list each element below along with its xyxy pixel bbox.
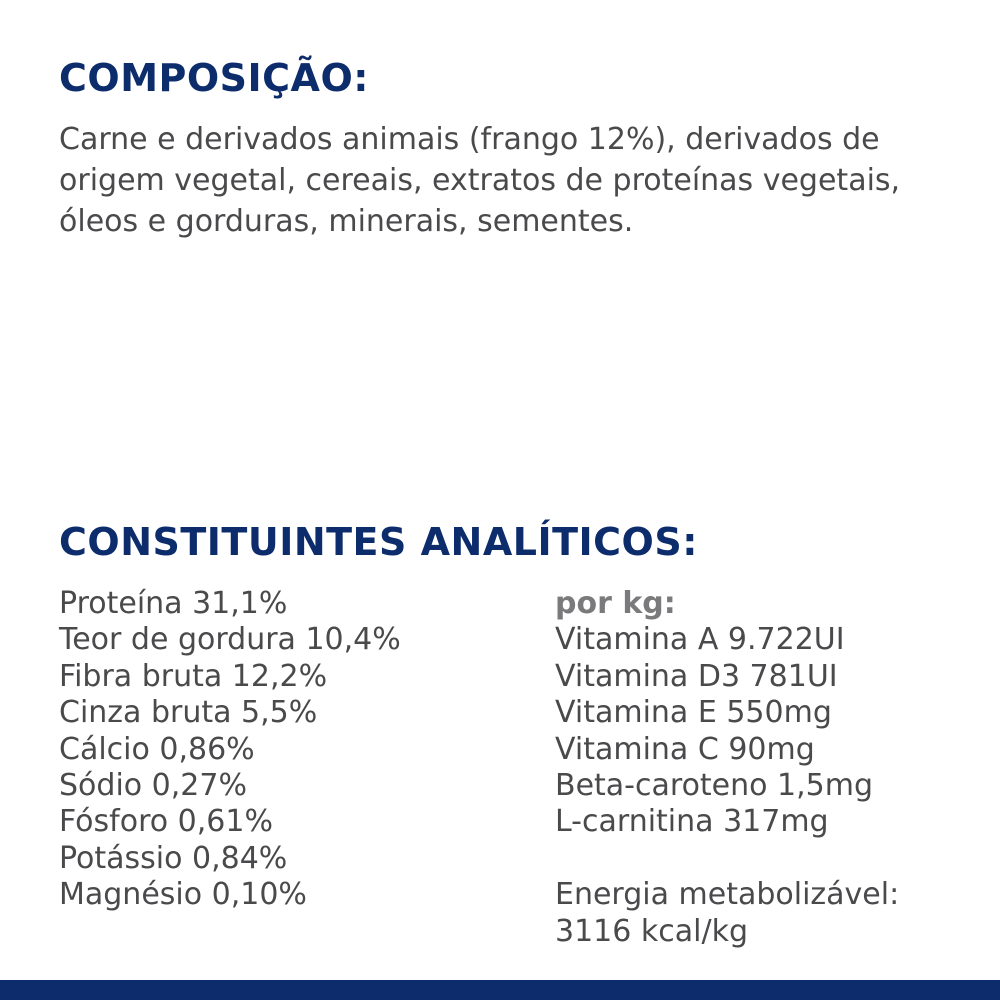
constituent-item: Cálcio 0,86% <box>59 731 255 767</box>
additives-per-kg-list <box>555 586 899 950</box>
constituent-item: Teor de gordura 10,4% <box>59 622 401 658</box>
composition-text: Carne e derivados animais (frango 12%), derivados de origem vegetal, cereais, extratos de proteínas vegetais, óleos e gorduras, minerais, sementes. <box>59 122 901 239</box>
additive-item: Vitamina D3 781UI <box>555 658 838 694</box>
additive-item: Beta-caroteno 1,5mg <box>555 768 874 804</box>
composition-heading: COMPOSIÇÃO: <box>59 56 369 100</box>
constituent-item: Magnésio 0,10% <box>59 877 307 913</box>
additive-item: Vitamina C 90mg <box>555 731 815 767</box>
constituent-item: Potássio 0,84% <box>59 840 288 876</box>
constituent-item: Fibra bruta 12,2% <box>59 658 328 694</box>
additive-item: L-carnitina 317mg <box>555 804 829 840</box>
list-spacer <box>555 841 899 877</box>
additive-item: Vitamina E 550mg <box>555 695 832 731</box>
per-kg-subheading: por kg: <box>555 586 676 621</box>
constituent-item: Fósforo 0,61% <box>59 804 273 840</box>
constituents-heading: CONSTITUINTES ANALÍTICOS: <box>59 520 698 564</box>
constituent-item: Sódio 0,27% <box>59 768 247 804</box>
bottom-brand-bar <box>0 980 1000 1000</box>
analytical-constituents-list <box>59 586 401 914</box>
constituent-item: Cinza bruta 5,5% <box>59 695 318 731</box>
constituent-item: Proteína 31,1% <box>59 586 288 621</box>
energy-label: Energia metabolizável: <box>555 877 900 913</box>
additive-item: Vitamina A 9.722UI <box>555 622 845 658</box>
energy-value: 3116 kcal/kg <box>555 913 748 949</box>
